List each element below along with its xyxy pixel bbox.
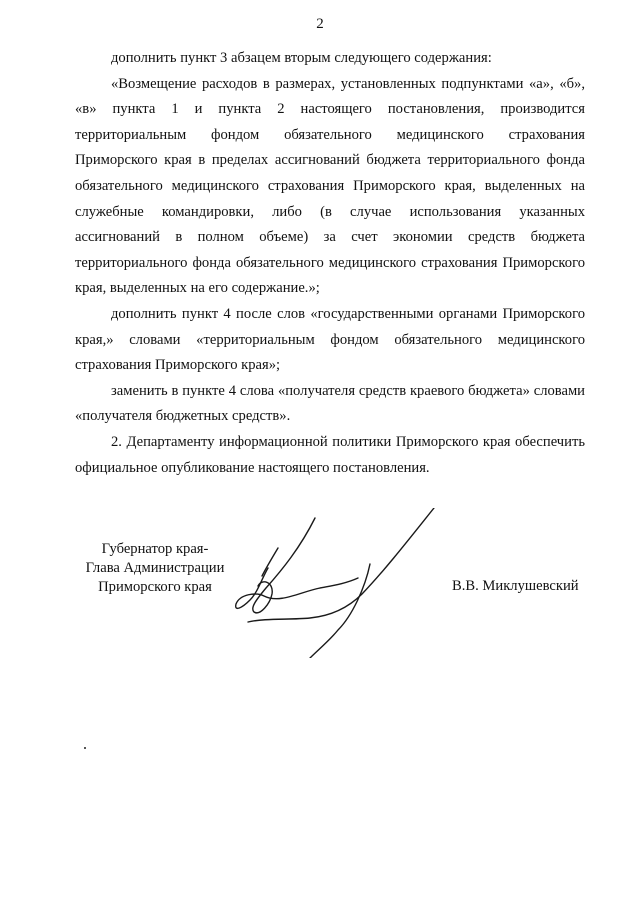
paragraph-amendment-intro: дополнить пункт 3 абзацем вторым следующего содержания: bbox=[111, 50, 492, 66]
scan-artifact bbox=[84, 747, 86, 749]
paragraph-amendment-point4: дополнить пункт 4 после слов «государственными органами Приморского края,» словами «территориальным фондом обязательного медицинского страхования Приморского края»; bbox=[75, 305, 585, 374]
paragraph-replacement: заменить в пункте 4 слова «получателя средств краевого бюджета» словами «получателя бюджетных средств». bbox=[75, 382, 585, 425]
signatory-position bbox=[85, 540, 225, 597]
signer-name: В.В. Миклушевский bbox=[452, 578, 579, 594]
handwritten-signature bbox=[220, 508, 450, 658]
page-number: 2 bbox=[316, 16, 324, 32]
paragraph-quoted-text: «Возмещение расходов в размерах, установленных подпунктами «а», «б», «в» пункта 1 и пункта 2 настоящего постановления, производится территориальным фондом обязательного медицинского страхования Приморского края в пределах ассигнований бюджета территориального фонда обязательного медицинского страхования Приморского края, выделенных на служебные командировки, либо (в случае использования указанных ассигнований в полном объеме) за счет экономии средств бюджета территориального фонда обязательного медицинского страхования Приморского края, выделенных на его содержание.»; bbox=[75, 75, 585, 297]
signatory-position-line: Глава Администрации bbox=[85, 560, 225, 576]
signatory-position-line: Приморского края bbox=[98, 579, 212, 595]
paragraph-publication: 2. Департаменту информационной политики Приморского края обеспечить официальное опубликование настоящего постановления. bbox=[75, 433, 585, 476]
signatory-position-line: Губернатор края- bbox=[101, 541, 209, 557]
document-body bbox=[75, 46, 585, 481]
